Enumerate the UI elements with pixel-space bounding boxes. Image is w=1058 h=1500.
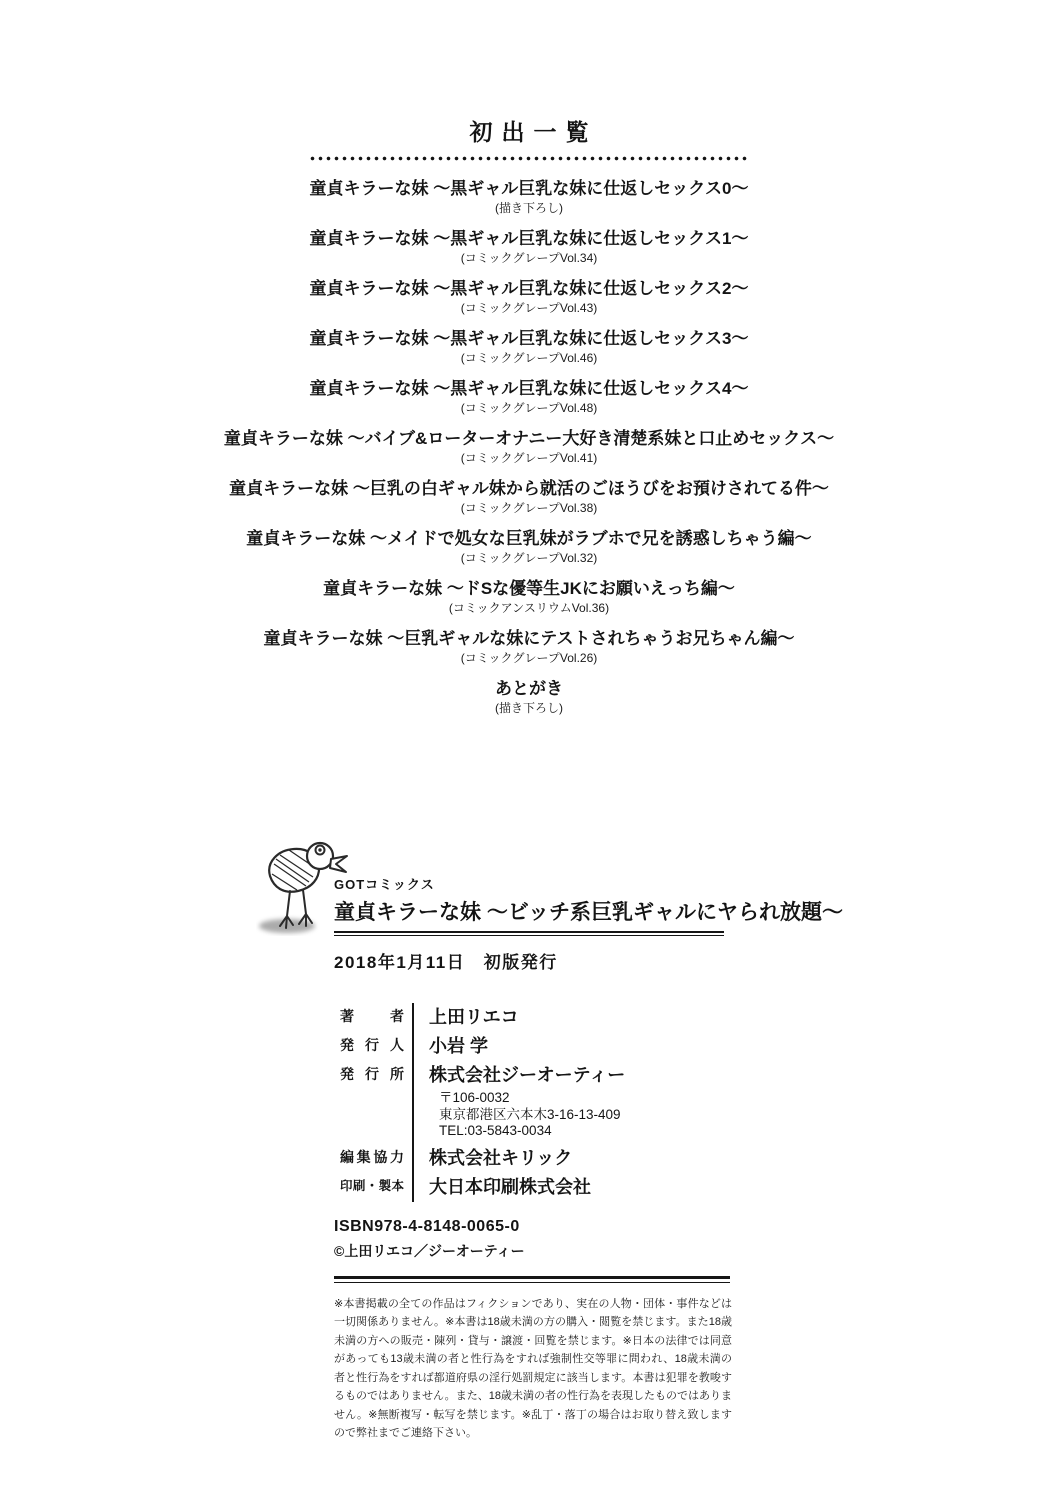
dotted-divider <box>310 156 748 161</box>
colophon-block <box>334 838 874 1443</box>
work-source: (コミックグレープVol.46) <box>460 351 598 365</box>
publisher-postal-code: 〒106-0032 <box>439 1090 510 1105</box>
work-entry <box>0 228 1058 267</box>
disclaimer-text: ※本書掲載の全ての作品はフィクションであり、実在の人物・団体・事件などは一切関係ありません。※本書は18歳未満の方の購入・閲覧を禁じます。また18歳未満の方への販売・陳列・貸与・譲渡・回覧を禁じます。※日本の法律では同意があっても13歳未満の者と性行為をすれば強制性交等罪に問われ、18歳未満の者と性行為をすれば都道府県の淫行処罰規定に該当します。本書は犯罪を教唆するものではありません。また、18歳未満の者の性行為を表現したものではありません。※無断複写・転写を禁じます。※乱丁・落丁の場合はお取り替え致しますので弊社までご連絡下さい。 <box>334 1297 732 1439</box>
work-title: 童貞キラーな妹 ～黒ギャル巨乳な妹に仕返しセックス0～ <box>309 179 749 198</box>
work-source: (描き下ろし) <box>495 701 563 715</box>
work-title: 童貞キラーな妹 ～黒ギャル巨乳な妹に仕返しセックス1～ <box>309 229 749 248</box>
credit-row-publisher <box>340 1061 874 1144</box>
credit-row-publisher-person <box>340 1032 874 1061</box>
work-entry <box>0 378 1058 417</box>
work-source: (コミックグレープVol.32) <box>460 551 598 565</box>
first-publication-list <box>0 0 1058 728</box>
edition-date: 2018年1月11日 初版発行 <box>334 953 558 972</box>
work-title: 童貞キラーな妹 ～ドSな優等生JKにお願いえっち編～ <box>323 579 735 598</box>
work-title: あとがき <box>495 679 563 698</box>
work-title: 童貞キラーな妹 ～巨乳ギャルな妹にテストされちゃうお兄ちゃん編～ <box>263 629 795 648</box>
work-source: (描き下ろし) <box>495 201 563 215</box>
work-source: (コミックグレープVol.48) <box>460 401 598 415</box>
work-entry <box>0 478 1058 517</box>
credit-value: 小岩 学 <box>429 1036 489 1056</box>
publisher-phone: TEL:03-5843-0034 <box>439 1123 552 1138</box>
work-entry <box>0 678 1058 717</box>
work-title: 童貞キラーな妹 ～黒ギャル巨乳な妹に仕返しセックス4～ <box>309 379 749 398</box>
credit-value: 上田リエコ <box>429 1007 519 1027</box>
work-source: (コミックグレープVol.26) <box>460 651 598 665</box>
isbn-number: ISBN978-4-8148-0065-0 <box>334 1217 520 1235</box>
credit-label: 著者 <box>340 1003 414 1032</box>
work-entry <box>0 528 1058 567</box>
credit-label: 編集協力 <box>340 1144 414 1173</box>
title-underline <box>334 931 724 936</box>
publisher-address-line: 東京都港区六本木3-16-13-409 <box>439 1106 621 1122</box>
work-entry <box>0 578 1058 617</box>
credit-value <box>414 1061 625 1144</box>
work-entry <box>0 278 1058 317</box>
work-source: (コミックグレープVol.43) <box>460 301 598 315</box>
credit-row-author <box>340 1003 874 1032</box>
divider-rule <box>334 1276 730 1283</box>
work-source: (コミックアンスリウムVol.36) <box>448 601 610 615</box>
work-title: 童貞キラーな妹 ～巨乳の白ギャル妹から就活のごほうびをお預けされてる件～ <box>229 479 829 498</box>
work-entry <box>0 628 1058 667</box>
credit-label: 印刷・製本 <box>340 1173 414 1202</box>
credit-value: 大日本印刷株式会社 <box>429 1176 591 1197</box>
work-source: (コミックグレープVol.41) <box>460 451 598 465</box>
work-source: (コミックグレープVol.34) <box>460 251 598 265</box>
credit-value: 株式会社キリック <box>429 1147 573 1168</box>
work-entry <box>0 328 1058 367</box>
credits-table <box>340 1003 874 1202</box>
work-entry <box>0 428 1058 467</box>
work-title: 童貞キラーな妹 ～黒ギャル巨乳な妹に仕返しセックス3～ <box>309 329 749 348</box>
credit-row-printing <box>340 1173 874 1202</box>
copyright-line: ©上田リエコ／ジーオーティー <box>334 1242 525 1259</box>
work-entry <box>0 178 1058 217</box>
credit-row-editing <box>340 1144 874 1173</box>
work-title: 童貞キラーな妹 ～メイドで処女な巨乳妹がラブホで兄を誘惑しちゃう編～ <box>246 529 812 548</box>
bird-logo-icon <box>256 834 350 936</box>
imprint-label: GOTコミックス <box>334 877 435 892</box>
credit-label: 発行所 <box>340 1061 414 1144</box>
list-title: 初出一覧 <box>469 119 598 145</box>
work-title: 童貞キラーな妹 ～バイブ&ローターオナニー大好き清楚系妹と口止めセックス～ <box>223 429 835 448</box>
work-source: (コミックグレープVol.38) <box>460 501 598 515</box>
book-title: 童貞キラーな妹 ～ビッチ系巨乳ギャルにヤられ放題～ <box>334 901 843 924</box>
publisher-name: 株式会社ジーオーティー <box>429 1065 626 1085</box>
credit-label: 発行人 <box>340 1032 414 1061</box>
work-title: 童貞キラーな妹 ～黒ギャル巨乳な妹に仕返しセックス2～ <box>309 279 749 298</box>
